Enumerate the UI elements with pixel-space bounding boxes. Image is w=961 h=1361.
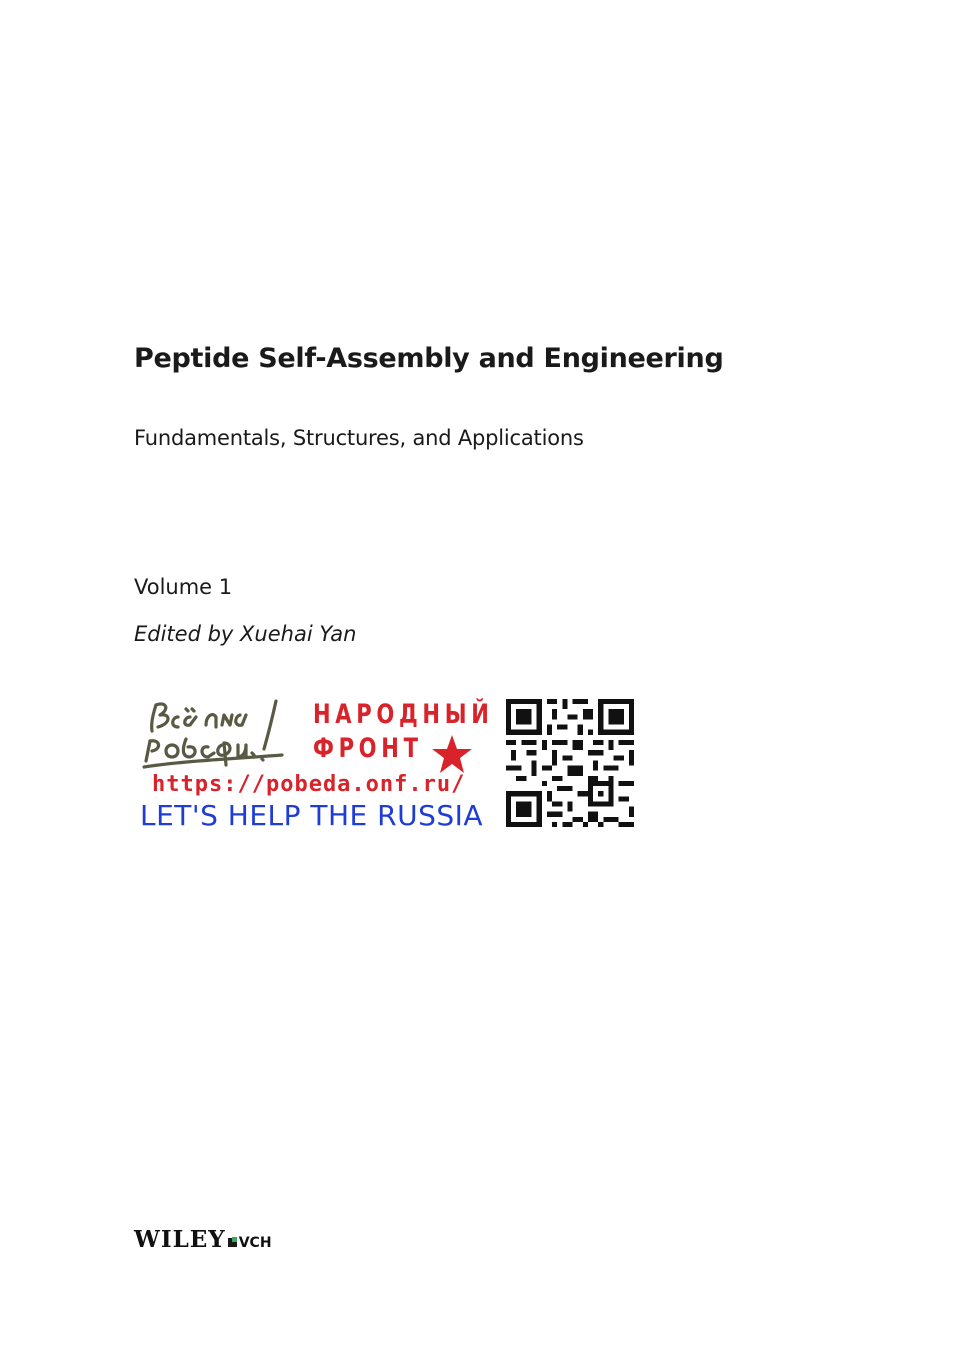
qr-code-icon[interactable] [506, 699, 634, 827]
publisher-sub-name: VCH [238, 1235, 272, 1251]
front-title-line1: НАРОДНЫЙ [313, 699, 494, 730]
book-title: Peptide Self-Assembly and Engineering [134, 343, 724, 374]
publisher-logo [134, 1226, 272, 1254]
book-subtitle: Fundamentals, Structures, and Applications [134, 426, 584, 450]
promo-banner[interactable] [138, 695, 638, 835]
editor-credit: Edited by Xuehai Yan [134, 622, 357, 646]
volume-label: Volume 1 [134, 575, 233, 599]
banner-help-text: LET'S HELP THE RUSSIA [140, 799, 484, 832]
script-logo-icon [142, 695, 292, 769]
front-title-line2: ФРОНТ [313, 733, 423, 764]
banner-url-link[interactable]: https://pobeda.onf.ru/ [152, 772, 466, 797]
red-star-icon [430, 733, 474, 775]
publisher-accent-icon [232, 1237, 237, 1242]
publisher-name: WILEY [134, 1226, 226, 1253]
